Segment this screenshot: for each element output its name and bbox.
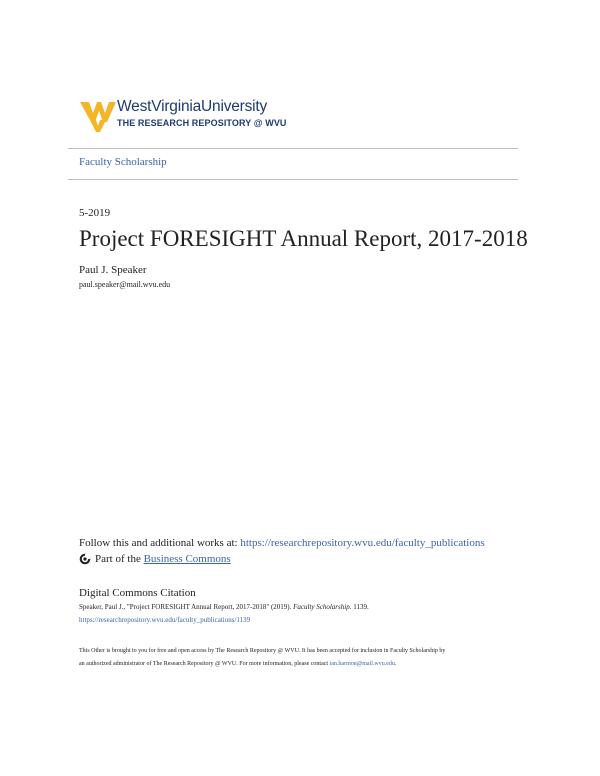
- citation-text: [79, 603, 369, 611]
- citation-link[interactable]: https://researchrepository.wvu.edu/faculty_publications/1139: [79, 616, 251, 624]
- wvu-flying-wv-logo-icon: [80, 98, 116, 134]
- citation-text-before: Speaker, Paul J., "Project FORESIGHT Annual Report, 2017-2018" (2019).: [79, 603, 294, 611]
- author-email: paul.speaker@mail.wvu.edu: [79, 280, 171, 289]
- citation-text-after: . 1139.: [349, 603, 369, 611]
- notice-contact-text: an authorized administrator of The Research Repository @ WVU. For more information, please contact: [79, 661, 330, 667]
- wvu-repository-logo[interactable]: [80, 98, 300, 138]
- publication-date: 5-2019: [79, 207, 111, 219]
- business-commons-link[interactable]: Business Commons: [143, 553, 231, 565]
- access-notice-line2: [79, 661, 396, 667]
- faculty-publications-link[interactable]: https://researchrepository.wvu.edu/faculty_publications: [240, 537, 485, 549]
- contact-email-link[interactable]: ian.harmon@mail.wvu.edu: [329, 661, 395, 667]
- document-title: Project FORESIGHT Annual Report, 2017-2018: [79, 226, 528, 251]
- part-of-line: [79, 553, 231, 565]
- divider-top: [68, 148, 518, 149]
- divider-bottom: [68, 179, 518, 180]
- logo-repository-subtitle: THE RESEARCH REPOSITORY @ WVU: [117, 118, 287, 128]
- faculty-scholarship-link[interactable]: Faculty Scholarship: [79, 156, 167, 168]
- citation-heading: Digital Commons Citation: [79, 587, 196, 599]
- logo-university-name: WestVirginiaUniversity: [117, 98, 268, 115]
- author-name: Paul J. Speaker: [79, 264, 147, 276]
- follow-prefix: Follow this and additional works at:: [79, 537, 241, 549]
- citation-series: Faculty Scholarship: [293, 603, 350, 611]
- access-notice-line1: This Other is brought to you for free and open access by The Research Repository @ WVU. It has been accepted for inclusion in Faculty Scholarship by: [79, 648, 446, 654]
- part-of-prefix: Part of the: [95, 553, 141, 565]
- notice-period: .: [394, 661, 397, 667]
- follow-line: [79, 537, 485, 549]
- creative-commons-icon: [79, 553, 91, 565]
